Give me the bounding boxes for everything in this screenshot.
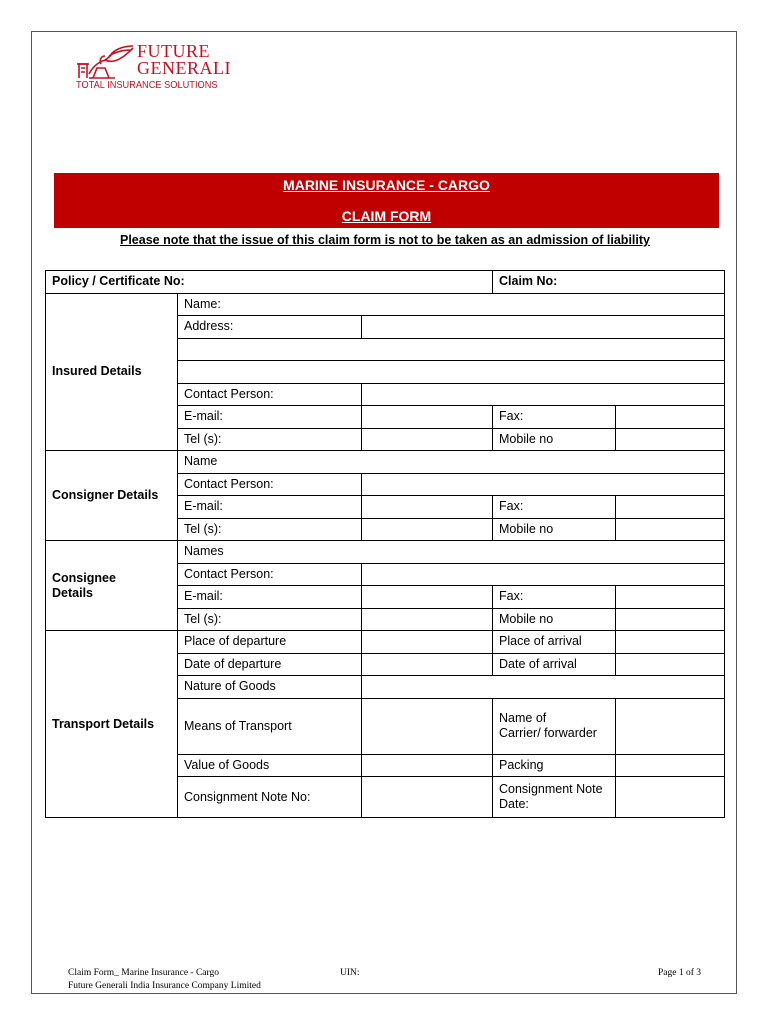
footer-form-name: Claim Form_ Marine Insurance - Cargo — [68, 968, 219, 978]
consignee-tel-label: Tel (s): — [178, 608, 362, 631]
footer-left — [68, 967, 261, 993]
footer-company-name: Future Generali India Insurance Company Limited — [68, 981, 261, 991]
nature-goods-label: Nature of Goods — [178, 676, 362, 699]
consignment-date-line1: Consignment Note — [499, 782, 603, 796]
date-arrival-label: Date of arrival — [493, 653, 616, 676]
table-row — [46, 271, 725, 294]
consignee-email-label: E-mail: — [178, 586, 362, 609]
insured-fax-label: Fax: — [493, 406, 616, 429]
nature-goods-field[interactable] — [362, 676, 725, 699]
carrier-label-line2: Carrier/ forwarder — [499, 726, 597, 740]
packing-label: Packing — [493, 754, 616, 777]
means-transport-field[interactable] — [362, 698, 493, 754]
insured-contact-label: Contact Person: — [178, 383, 362, 406]
consignee-section-label — [46, 541, 178, 631]
place-arrival-label: Place of arrival — [493, 631, 616, 654]
table-row — [46, 541, 725, 564]
form-subtitle: CLAIM FORM — [341, 208, 432, 224]
consignment-date-field[interactable] — [616, 777, 725, 818]
consignee-mobile-label: Mobile no — [493, 608, 616, 631]
insured-email-field[interactable] — [362, 406, 493, 429]
consignee-contact-label: Contact Person: — [178, 563, 362, 586]
place-departure-label: Place of departure — [178, 631, 362, 654]
consignee-fax-field[interactable] — [616, 586, 725, 609]
value-goods-label: Value of Goods — [178, 754, 362, 777]
consigner-email-field[interactable] — [362, 496, 493, 519]
carrier-label-line1: Name of — [499, 711, 547, 725]
consigner-fax-label: Fax: — [493, 496, 616, 519]
date-departure-field[interactable] — [362, 653, 493, 676]
company-logo — [75, 40, 235, 96]
lion-emblem-icon — [75, 44, 135, 80]
footer-page-number: Page 1 of 3 — [658, 968, 702, 978]
logo-text-generali: GENERALI — [137, 58, 231, 78]
consignee-names-field[interactable]: Names — [178, 541, 725, 564]
consigner-tel-field[interactable] — [362, 518, 493, 541]
transport-section-label: Transport Details — [46, 631, 178, 818]
consignee-section-line2: Details — [52, 585, 93, 600]
table-row — [46, 631, 725, 654]
logo-tagline: TOTAL INSURANCE SOLUTIONS — [76, 79, 218, 91]
consignment-note-field[interactable] — [362, 777, 493, 818]
consignee-tel-field[interactable] — [362, 608, 493, 631]
means-transport-label: Means of Transport — [178, 698, 362, 754]
date-departure-label: Date of departure — [178, 653, 362, 676]
consignee-section-line1: Consignee — [52, 570, 116, 585]
packing-field[interactable] — [616, 754, 725, 777]
claim-number-label: Claim No: — [493, 271, 725, 294]
carrier-label — [493, 698, 616, 754]
liability-notice: Please note that the issue of this claim form is not to be taken as an admission of liability — [120, 233, 650, 247]
insured-email-label: E-mail: — [178, 406, 362, 429]
consignment-date-label — [493, 777, 616, 818]
footer-uin: UIN: — [340, 968, 360, 978]
insured-address-line3-field[interactable] — [178, 361, 725, 384]
table-row — [46, 451, 725, 474]
insured-mobile-label: Mobile no — [493, 428, 616, 451]
insured-section-label: Insured Details — [46, 293, 178, 451]
carrier-field[interactable] — [616, 698, 725, 754]
consigner-name-field[interactable]: Name — [178, 451, 725, 474]
form-title: MARINE INSURANCE - CARGO — [283, 177, 490, 193]
place-arrival-field[interactable] — [616, 631, 725, 654]
consignee-contact-field[interactable] — [362, 563, 725, 586]
consignment-date-line2: Date: — [499, 797, 529, 811]
policy-number-label: Policy / Certificate No: — [46, 271, 493, 294]
consigner-section-label: Consigner Details — [46, 451, 178, 541]
consignment-note-label: Consignment Note No: — [178, 777, 362, 818]
insured-contact-field[interactable] — [362, 383, 725, 406]
insured-fax-field[interactable] — [616, 406, 725, 429]
consigner-mobile-field[interactable] — [616, 518, 725, 541]
insured-address-line2-field[interactable] — [178, 338, 725, 361]
table-row — [46, 293, 725, 316]
place-departure-field[interactable] — [362, 631, 493, 654]
consigner-contact-field[interactable] — [362, 473, 725, 496]
consigner-mobile-label: Mobile no — [493, 518, 616, 541]
insured-name-field[interactable]: Name: — [178, 293, 725, 316]
logo-text-future: FUTURE — [137, 41, 211, 61]
title-banner — [54, 173, 719, 228]
insured-tel-field[interactable] — [362, 428, 493, 451]
consignee-email-field[interactable] — [362, 586, 493, 609]
consigner-email-label: E-mail: — [178, 496, 362, 519]
consigner-fax-field[interactable] — [616, 496, 725, 519]
consignee-fax-label: Fax: — [493, 586, 616, 609]
insured-address-field[interactable] — [362, 316, 725, 339]
consigner-tel-label: Tel (s): — [178, 518, 362, 541]
claim-form-table — [45, 270, 725, 818]
insured-tel-label: Tel (s): — [178, 428, 362, 451]
consignee-mobile-field[interactable] — [616, 608, 725, 631]
insured-mobile-field[interactable] — [616, 428, 725, 451]
value-goods-field[interactable] — [362, 754, 493, 777]
date-arrival-field[interactable] — [616, 653, 725, 676]
insured-address-label: Address: — [178, 316, 362, 339]
consigner-contact-label: Contact Person: — [178, 473, 362, 496]
